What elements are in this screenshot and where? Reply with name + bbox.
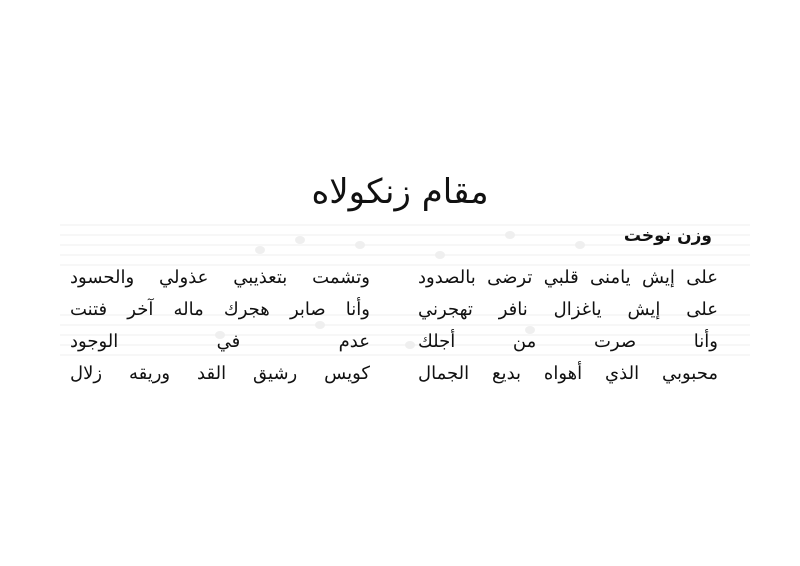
verse-row <box>70 262 718 294</box>
verse-right-hemistich: على إيش يامنى قلبي ترضى بالصدود <box>418 267 718 288</box>
verse-row <box>70 326 718 358</box>
page-title: مقام زنكولاه <box>311 172 489 212</box>
verse-row <box>70 294 718 326</box>
verse-left-hemistich: عدم في الوجود <box>70 331 370 352</box>
meter-label: وزن نوخت <box>623 226 712 246</box>
verse-right-hemistich: على إيش ياغزال نافر تهجرني <box>418 299 718 320</box>
verse-left-hemistich: وتشمت بتعذيبي عذولي والحسود <box>70 267 370 288</box>
verse-left-hemistich: وأنا صابر هجرك ماله آخر فتنت <box>70 299 370 320</box>
verse-right-hemistich: وأنا صرت من أجلك <box>418 331 718 352</box>
verse-list <box>70 262 718 392</box>
verse-left-hemistich: كويس رشيق القد وريقه زلال <box>70 363 370 384</box>
verse-row <box>70 358 718 390</box>
verse-right-hemistich: محبوبي الذي أهواه بديع الجمال <box>418 363 718 384</box>
